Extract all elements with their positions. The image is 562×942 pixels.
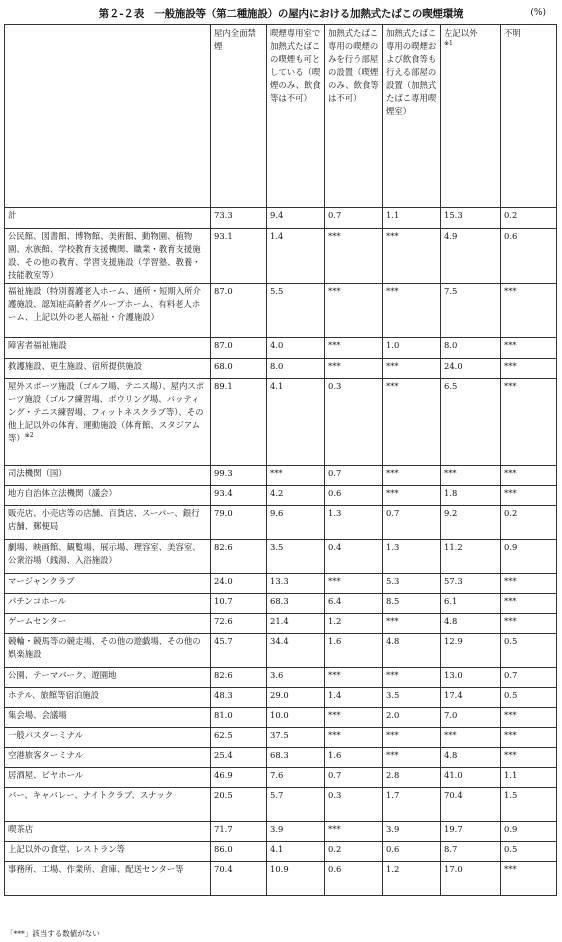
value-cell: ***: [383, 668, 441, 688]
value-cell: ***: [441, 728, 501, 748]
value-cell: 1.4: [325, 688, 383, 708]
value-cell: 0.7: [325, 208, 383, 229]
column-header: 左記以外 $^{※1}$: [441, 25, 501, 208]
table-row: [5, 506, 557, 540]
row-label: 計: [5, 208, 211, 229]
value-cell: ***: [325, 338, 383, 359]
row-label: 公民館、図書館、博物館、美術館、動物園、植物園、水族館、学校教育支援機関、職業・教育支援施設、その他の教育、学習支援施設（学習塾、教養・技能教室等）: [5, 229, 211, 284]
table-row: [5, 229, 557, 284]
row-label: 空港旅客ターミナル: [5, 748, 211, 768]
value-cell: 72.6: [211, 614, 267, 634]
value-cell: 0.5: [501, 688, 557, 708]
table-row: [5, 788, 557, 822]
footnote: 「***」該当する数値がない: [6, 929, 100, 938]
value-cell: 21.4: [267, 614, 325, 634]
value-cell: 19.7: [441, 822, 501, 842]
value-cell: 13.3: [267, 574, 325, 594]
row-label: 福祉施設（特別養護老人ホーム、通所・短期入所介護施設、認知症高齢者グループホーム、有料老人ホーム、上記以外の老人福祉・介護施設）: [5, 284, 211, 338]
value-cell: 7.0: [441, 708, 501, 728]
value-cell: 48.3: [211, 688, 267, 708]
value-cell: 8.0: [267, 359, 325, 379]
value-cell: 0.6: [325, 862, 383, 896]
value-cell: ***: [325, 574, 383, 594]
value-cell: 1.2: [383, 862, 441, 896]
value-cell: 24.0: [211, 574, 267, 594]
table-row: [5, 284, 557, 338]
value-cell: 89.1: [211, 379, 267, 466]
value-cell: 4.8: [441, 748, 501, 768]
value-cell: 0.7: [501, 668, 557, 688]
value-cell: 6.5: [441, 379, 501, 466]
value-cell: 17.0: [441, 862, 501, 896]
table-row: [5, 574, 557, 594]
column-header: 不明: [501, 25, 557, 208]
value-cell: 3.9: [383, 822, 441, 842]
value-cell: 0.2: [501, 506, 557, 540]
value-cell: 93.1: [211, 229, 267, 284]
value-cell: 71.7: [211, 822, 267, 842]
value-cell: ***: [383, 614, 441, 634]
table-row: [5, 822, 557, 842]
value-cell: ***: [501, 338, 557, 359]
value-cell: 11.2: [441, 540, 501, 574]
row-label: 居酒屋、ビヤホール: [5, 768, 211, 788]
value-cell: ***: [501, 708, 557, 728]
value-cell: 8.5: [383, 594, 441, 614]
footnote-marker: ※1: [444, 40, 453, 48]
value-cell: ***: [383, 728, 441, 748]
row-label: 地方自治体立法機関（議会）: [5, 486, 211, 506]
value-cell: 68.3: [267, 748, 325, 768]
row-label: 障害者福祉施設: [5, 338, 211, 359]
value-cell: 1.8: [441, 486, 501, 506]
value-cell: 4.8: [383, 634, 441, 668]
smoking-environment-table: [4, 24, 557, 896]
value-cell: 1.6: [325, 748, 383, 768]
value-cell: 10.7: [211, 594, 267, 614]
table-row: [5, 668, 557, 688]
value-cell: 7.5: [441, 284, 501, 338]
value-cell: 20.5: [211, 788, 267, 822]
column-header: [5, 25, 211, 208]
value-cell: 0.2: [325, 842, 383, 862]
column-header: 喫煙専用室で加熱式たばこの喫煙も可としている（喫煙のみ、飲食等は不可）: [267, 25, 325, 208]
row-label: 事務所、工場、作業所、倉庫、配送センター等: [5, 862, 211, 896]
value-cell: 81.0: [211, 708, 267, 728]
value-cell: 25.4: [211, 748, 267, 768]
value-cell: 15.3: [441, 208, 501, 229]
value-cell: ***: [325, 229, 383, 284]
value-cell: ***: [501, 594, 557, 614]
table-row: [5, 208, 557, 229]
value-cell: ***: [501, 284, 557, 338]
value-cell: ***: [383, 359, 441, 379]
value-cell: 1.4: [267, 229, 325, 284]
value-cell: ***: [501, 574, 557, 594]
row-label: 救護施設、更生施設、宿所提供施設: [5, 359, 211, 379]
value-cell: 2.8: [383, 768, 441, 788]
value-cell: 4.8: [441, 614, 501, 634]
value-cell: 4.0: [267, 338, 325, 359]
value-cell: 1.1: [383, 208, 441, 229]
row-label: バー、キャバレー、ナイトクラブ、スナック: [5, 788, 211, 822]
value-cell: 10.0: [267, 708, 325, 728]
value-cell: ***: [383, 486, 441, 506]
value-cell: 70.4: [211, 862, 267, 896]
value-cell: 68.3: [267, 594, 325, 614]
row-label: マージャンクラブ: [5, 574, 211, 594]
table-row: [5, 594, 557, 614]
value-cell: 1.2: [325, 614, 383, 634]
value-cell: 5.3: [383, 574, 441, 594]
value-cell: 86.0: [211, 842, 267, 862]
value-cell: ***: [325, 668, 383, 688]
row-label: 公園、テーマパーク、遊園地: [5, 668, 211, 688]
value-cell: ***: [383, 379, 441, 466]
row-label: パチンコホール: [5, 594, 211, 614]
value-cell: 1.3: [325, 506, 383, 540]
value-cell: 0.9: [501, 822, 557, 842]
value-cell: ***: [325, 359, 383, 379]
value-cell: 5.5: [267, 284, 325, 338]
value-cell: 73.3: [211, 208, 267, 229]
value-cell: 0.6: [501, 229, 557, 284]
value-cell: ***: [501, 728, 557, 748]
value-cell: 70.4: [441, 788, 501, 822]
value-cell: ***: [383, 284, 441, 338]
value-cell: 41.0: [441, 768, 501, 788]
value-cell: ***: [383, 466, 441, 486]
value-cell: ***: [501, 466, 557, 486]
value-cell: 1.6: [325, 634, 383, 668]
table-row: [5, 466, 557, 486]
value-cell: 1.7: [383, 788, 441, 822]
value-cell: 0.6: [325, 486, 383, 506]
value-cell: 82.6: [211, 540, 267, 574]
value-cell: 46.9: [211, 768, 267, 788]
table-row: [5, 359, 557, 379]
table-row: [5, 486, 557, 506]
header-row: [5, 25, 557, 208]
value-cell: 3.5: [267, 540, 325, 574]
value-cell: 4.9: [441, 229, 501, 284]
table-row: [5, 748, 557, 768]
row-label: ゲームセンター: [5, 614, 211, 634]
value-cell: 9.4: [267, 208, 325, 229]
value-cell: 1.5: [501, 788, 557, 822]
value-cell: 24.0: [441, 359, 501, 379]
value-cell: 17.4: [441, 688, 501, 708]
value-cell: 68.0: [211, 359, 267, 379]
value-cell: 0.3: [325, 379, 383, 466]
value-cell: 3.9: [267, 822, 325, 842]
value-cell: 12.9: [441, 634, 501, 668]
value-cell: 0.7: [383, 506, 441, 540]
value-cell: ***: [267, 466, 325, 486]
table-row: [5, 862, 557, 896]
value-cell: 62.5: [211, 728, 267, 748]
table-row: [5, 634, 557, 668]
table-row: [5, 708, 557, 728]
value-cell: 79.0: [211, 506, 267, 540]
column-header: 加熱式たばこ専用の喫煙および飲食等も行える部屋の設置（加熱式たばこ専用喫煙室）: [383, 25, 441, 208]
value-cell: 37.5: [267, 728, 325, 748]
value-cell: ***: [501, 486, 557, 506]
value-cell: 3.6: [267, 668, 325, 688]
value-cell: ***: [501, 748, 557, 768]
row-label: 集会場、会議場: [5, 708, 211, 728]
value-cell: 1.3: [383, 540, 441, 574]
value-cell: ***: [501, 614, 557, 634]
value-cell: 82.6: [211, 668, 267, 688]
table-title: 第２-２表 一般施設等（第二種施設）の屋内における加熱式たばこの喫煙環境: [98, 8, 464, 20]
value-cell: 87.0: [211, 284, 267, 338]
value-cell: 93.4: [211, 486, 267, 506]
row-label: 司法機関（国）: [5, 466, 211, 486]
value-cell: 1.1: [501, 768, 557, 788]
table-row: [5, 379, 557, 466]
row-label: 屋外スポーツ施設（ゴルフ場、テニス場）、屋内スポーツ施設（ゴルフ練習場、ボウリング場、バッティング・テニス練習場、フィットネスクラブ等）、その他上記以外の体育、運動施設（体育館、スタジアム等）$^{※2}$: [5, 379, 211, 466]
value-cell: 8.0: [441, 338, 501, 359]
value-cell: 6.1: [441, 594, 501, 614]
value-cell: 0.9: [501, 540, 557, 574]
value-cell: 3.5: [383, 688, 441, 708]
row-label: 一般バスターミナル: [5, 728, 211, 748]
row-label: 上記以外の食堂、レストラン等: [5, 842, 211, 862]
footnote-marker: ※2: [24, 432, 34, 440]
table-row: [5, 688, 557, 708]
value-cell: 45.7: [211, 634, 267, 668]
value-cell: 34.4: [267, 634, 325, 668]
value-cell: 7.6: [267, 768, 325, 788]
value-cell: 9.6: [267, 506, 325, 540]
unit-label: (%): [530, 8, 546, 18]
row-label: 競輪・競馬等の競走場、その他の遊戯場、その他の娯楽施設: [5, 634, 211, 668]
value-cell: ***: [325, 708, 383, 728]
value-cell: ***: [501, 862, 557, 896]
table-row: [5, 338, 557, 359]
value-cell: 1.0: [383, 338, 441, 359]
value-cell: 10.9: [267, 862, 325, 896]
value-cell: 0.2: [501, 208, 557, 229]
table-row: [5, 540, 557, 574]
table-row: [5, 614, 557, 634]
value-cell: ***: [383, 748, 441, 768]
value-cell: 13.0: [441, 668, 501, 688]
value-cell: ***: [501, 379, 557, 466]
table-row: [5, 728, 557, 748]
value-cell: 0.4: [325, 540, 383, 574]
table-row: [5, 768, 557, 788]
value-cell: 6.4: [325, 594, 383, 614]
value-cell: 57.3: [441, 574, 501, 594]
value-cell: 99.3: [211, 466, 267, 486]
value-cell: 87.0: [211, 338, 267, 359]
value-cell: 4.1: [267, 842, 325, 862]
value-cell: 0.5: [501, 842, 557, 862]
value-cell: 0.7: [325, 768, 383, 788]
row-label: 販売店、小売店等の店舗、百貨店、スーパー、銀行店舗、郵便局: [5, 506, 211, 540]
row-label: ホテル、旅館等宿泊施設: [5, 688, 211, 708]
value-cell: 2.0: [383, 708, 441, 728]
value-cell: 29.0: [267, 688, 325, 708]
value-cell: ***: [325, 284, 383, 338]
value-cell: ***: [441, 466, 501, 486]
column-header: 加熱式たばこ専用の喫煙のみを行う部屋の設置（喫煙のみ、飲食等は不可）: [325, 25, 383, 208]
value-cell: 0.5: [501, 634, 557, 668]
value-cell: ***: [325, 728, 383, 748]
row-label: 喫茶店: [5, 822, 211, 842]
row-label: 劇場、映画館、観覧場、展示場、理容室、美容室、公衆浴場（銭湯、入浴施設）: [5, 540, 211, 574]
value-cell: 0.3: [325, 788, 383, 822]
value-cell: 4.1: [267, 379, 325, 466]
value-cell: 8.7: [441, 842, 501, 862]
value-cell: 0.6: [383, 842, 441, 862]
value-cell: ***: [383, 229, 441, 284]
value-cell: 4.2: [267, 486, 325, 506]
value-cell: 0.7: [325, 466, 383, 486]
table-row: [5, 842, 557, 862]
value-cell: ***: [501, 359, 557, 379]
value-cell: 9.2: [441, 506, 501, 540]
value-cell: ***: [325, 822, 383, 842]
value-cell: 5.7: [267, 788, 325, 822]
column-header: 屋内全面禁煙: [211, 25, 267, 208]
